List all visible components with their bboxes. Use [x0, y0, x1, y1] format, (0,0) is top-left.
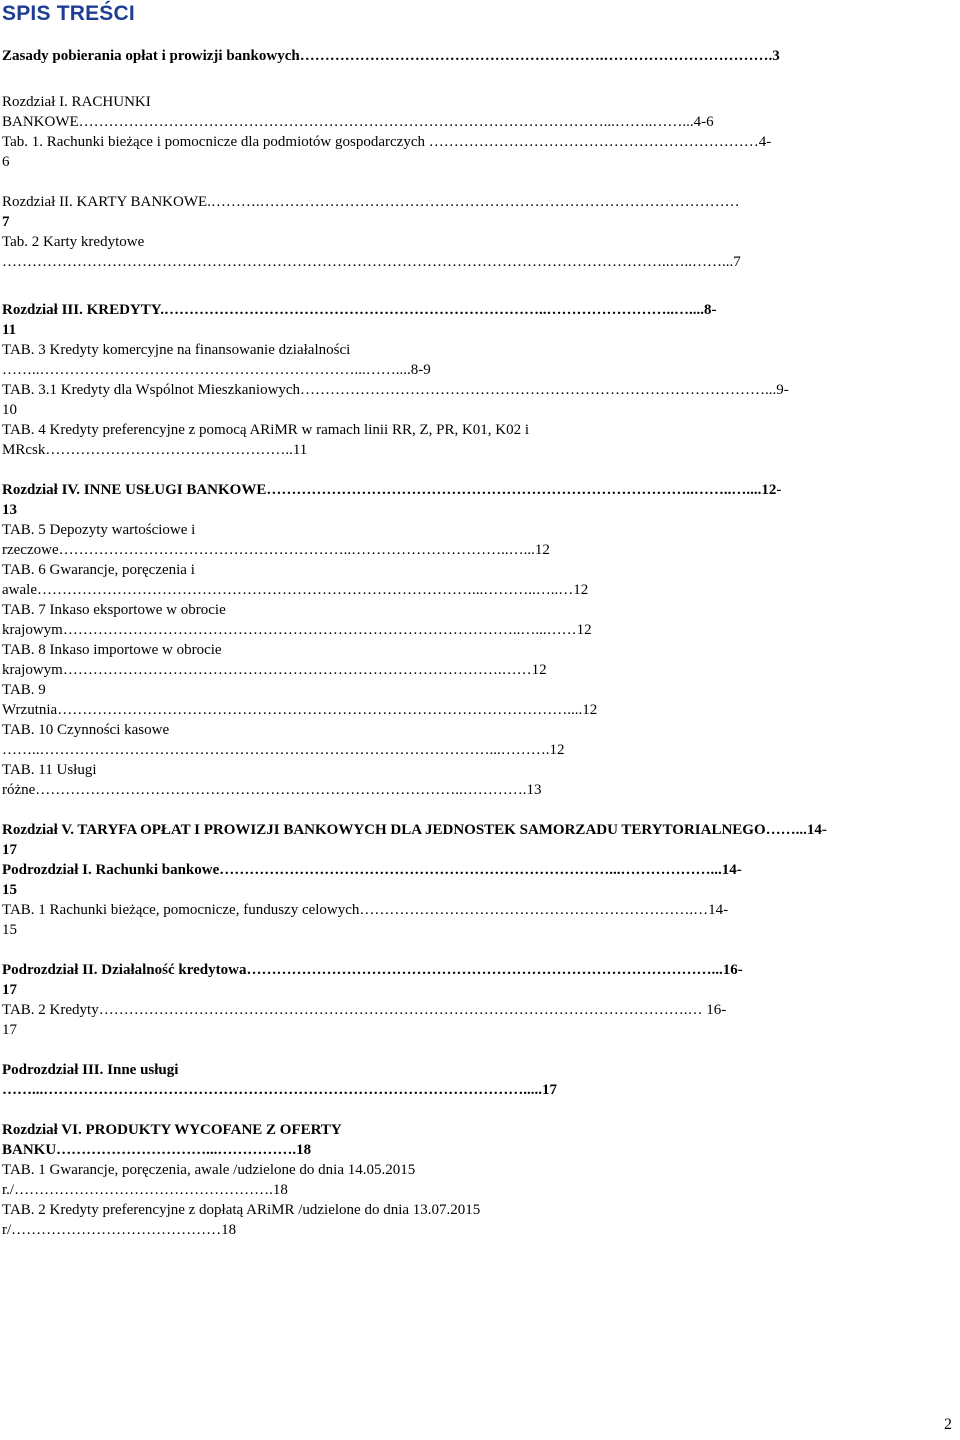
- toc-entry: 13: [2, 502, 17, 518]
- toc-entry: Podrozdział I. Rachunki bankowe……………………………………………………………………...………………...14-: [2, 862, 742, 878]
- toc-entry: Tab. 1. Rachunki bieżące i pomocnicze dla podmiotów gospodarczych …………………………………………………………4-: [2, 134, 772, 150]
- toc-entry: TAB. 7 Inkaso eksportowe w obrocie: [2, 602, 226, 618]
- toc-entry: MRcsk…………………………………………..11: [2, 442, 308, 458]
- toc-entry: 7: [2, 214, 10, 230]
- toc-entry: r./…………………………………………….18: [2, 1182, 288, 1198]
- toc-entry: ……...…………………………………………………………………………………….....17: [2, 1082, 557, 1098]
- toc-entry: Rozdział II. KARTY BANKOWE.……….……………………………………………………………………………………: [2, 194, 740, 210]
- toc-entry: 17: [2, 1022, 17, 1038]
- toc-entry: rzeczowe…………………………………………………..…………………………..…...12: [2, 542, 550, 558]
- toc-entry: BANKOWE……………………………………………………………………………………………...……..……...4-6: [2, 114, 714, 130]
- toc-entry: Rozdział V. TARYFA OPŁAT I PROWIZJI BANKOWYCH DLA JEDNOSTEK SAMORZADU TERYTORIALNEGO……...14-: [2, 822, 827, 838]
- toc-entry: 17: [2, 982, 17, 998]
- toc-entry: TAB. 8 Inkaso importowe w obrocie: [2, 642, 222, 658]
- toc-entry: TAB. 2 Kredyty preferencyjne z dopłatą ARiMR /udzielone do dnia 13.07.2015: [2, 1202, 481, 1218]
- toc-entry: BANKU…………………………...…………….18: [2, 1142, 312, 1158]
- toc-entry: ……..………………………………………………………………………………...……….12: [2, 742, 565, 758]
- page-number: 2: [944, 1416, 952, 1433]
- toc-entry: Podrozdział III. Inne usługi: [2, 1062, 179, 1078]
- toc-entry: 15: [2, 882, 17, 898]
- toc-entry: 6: [2, 154, 10, 170]
- toc-entry: TAB. 11 Usługi: [2, 762, 97, 778]
- toc-entry: Rozdział I. RACHUNKI: [2, 94, 151, 110]
- toc-entry: Tab. 2 Karty kredytowe: [2, 234, 145, 250]
- toc-entry: 15: [2, 922, 17, 938]
- toc-entry: TAB. 3.1 Kredyty dla Wspólnot Mieszkaniowych…………………………………………………………………………………...9-: [2, 382, 789, 398]
- page-title: SPIS TREŚCI: [2, 2, 135, 25]
- toc-entry: TAB. 10 Czynności kasowe: [2, 722, 170, 738]
- toc-entry: ……………………………………………………………………………………………………………………..…..……...7: [2, 254, 741, 270]
- toc-entry: krajowym…………………………………………………………………………….……12: [2, 662, 547, 678]
- toc-entry: TAB. 9: [2, 682, 46, 698]
- toc-entry: r/……………………………………18: [2, 1222, 237, 1238]
- toc-entry: Zasady pobierania opłat i prowizji bankowych…………………………………………………….…………………………….3: [2, 48, 780, 64]
- toc-entry: TAB. 6 Gwarancje, poręczenia i: [2, 562, 195, 578]
- toc-entry: TAB. 5 Depozyty wartościowe i: [2, 522, 196, 538]
- toc-entry: ……..………………………………………………………...……....8-9: [2, 362, 431, 378]
- toc-entry: TAB. 2 Kredyty……………………………………………………………………………………………………….… 16-: [2, 1002, 727, 1018]
- toc-entry: różne…………………………………………………………………………..………….13: [2, 782, 542, 798]
- toc-entry: 17: [2, 842, 17, 858]
- toc-entry: TAB. 3 Kredyty komercyjne na finansowanie działalności: [2, 342, 351, 358]
- toc-entry: Rozdział III. KREDYTY.…………………………………………………………………..……………………..…....8-: [2, 302, 717, 318]
- toc-entry: 11: [2, 322, 17, 338]
- toc-entry: Podrozdział II. Działalność kredytowa…………………………………………………………………………………...16-: [2, 962, 743, 978]
- toc-entry: Rozdział VI. PRODUKTY WYCOFANE Z OFERTY: [2, 1122, 342, 1138]
- toc-entry: awale……………………………………………………………………………...………..…..…12: [2, 582, 589, 598]
- toc-entry: TAB. 1 Gwarancje, poręczenia, awale /udzielone do dnia 14.05.2015: [2, 1162, 416, 1178]
- toc-entry: Rozdział IV. INNE USŁUGI BANKOWE…………………………………………………………………………..……..…....12-: [2, 482, 782, 498]
- toc-entry: Wrzutnia…………………………………………………………………………………………....12: [2, 702, 598, 718]
- toc-entry: TAB. 4 Kredyty preferencyjne z pomocą ARiMR w ramach linii RR, Z, PR, K01, K02 i: [2, 422, 530, 438]
- toc-entry: krajowym………………………………………………………………………………..…...……12: [2, 622, 592, 638]
- toc-entry: TAB. 1 Rachunki bieżące, pomocnicze, funduszy celowych………………………………………………………….…14-: [2, 902, 729, 918]
- toc-entry: 10: [2, 402, 17, 418]
